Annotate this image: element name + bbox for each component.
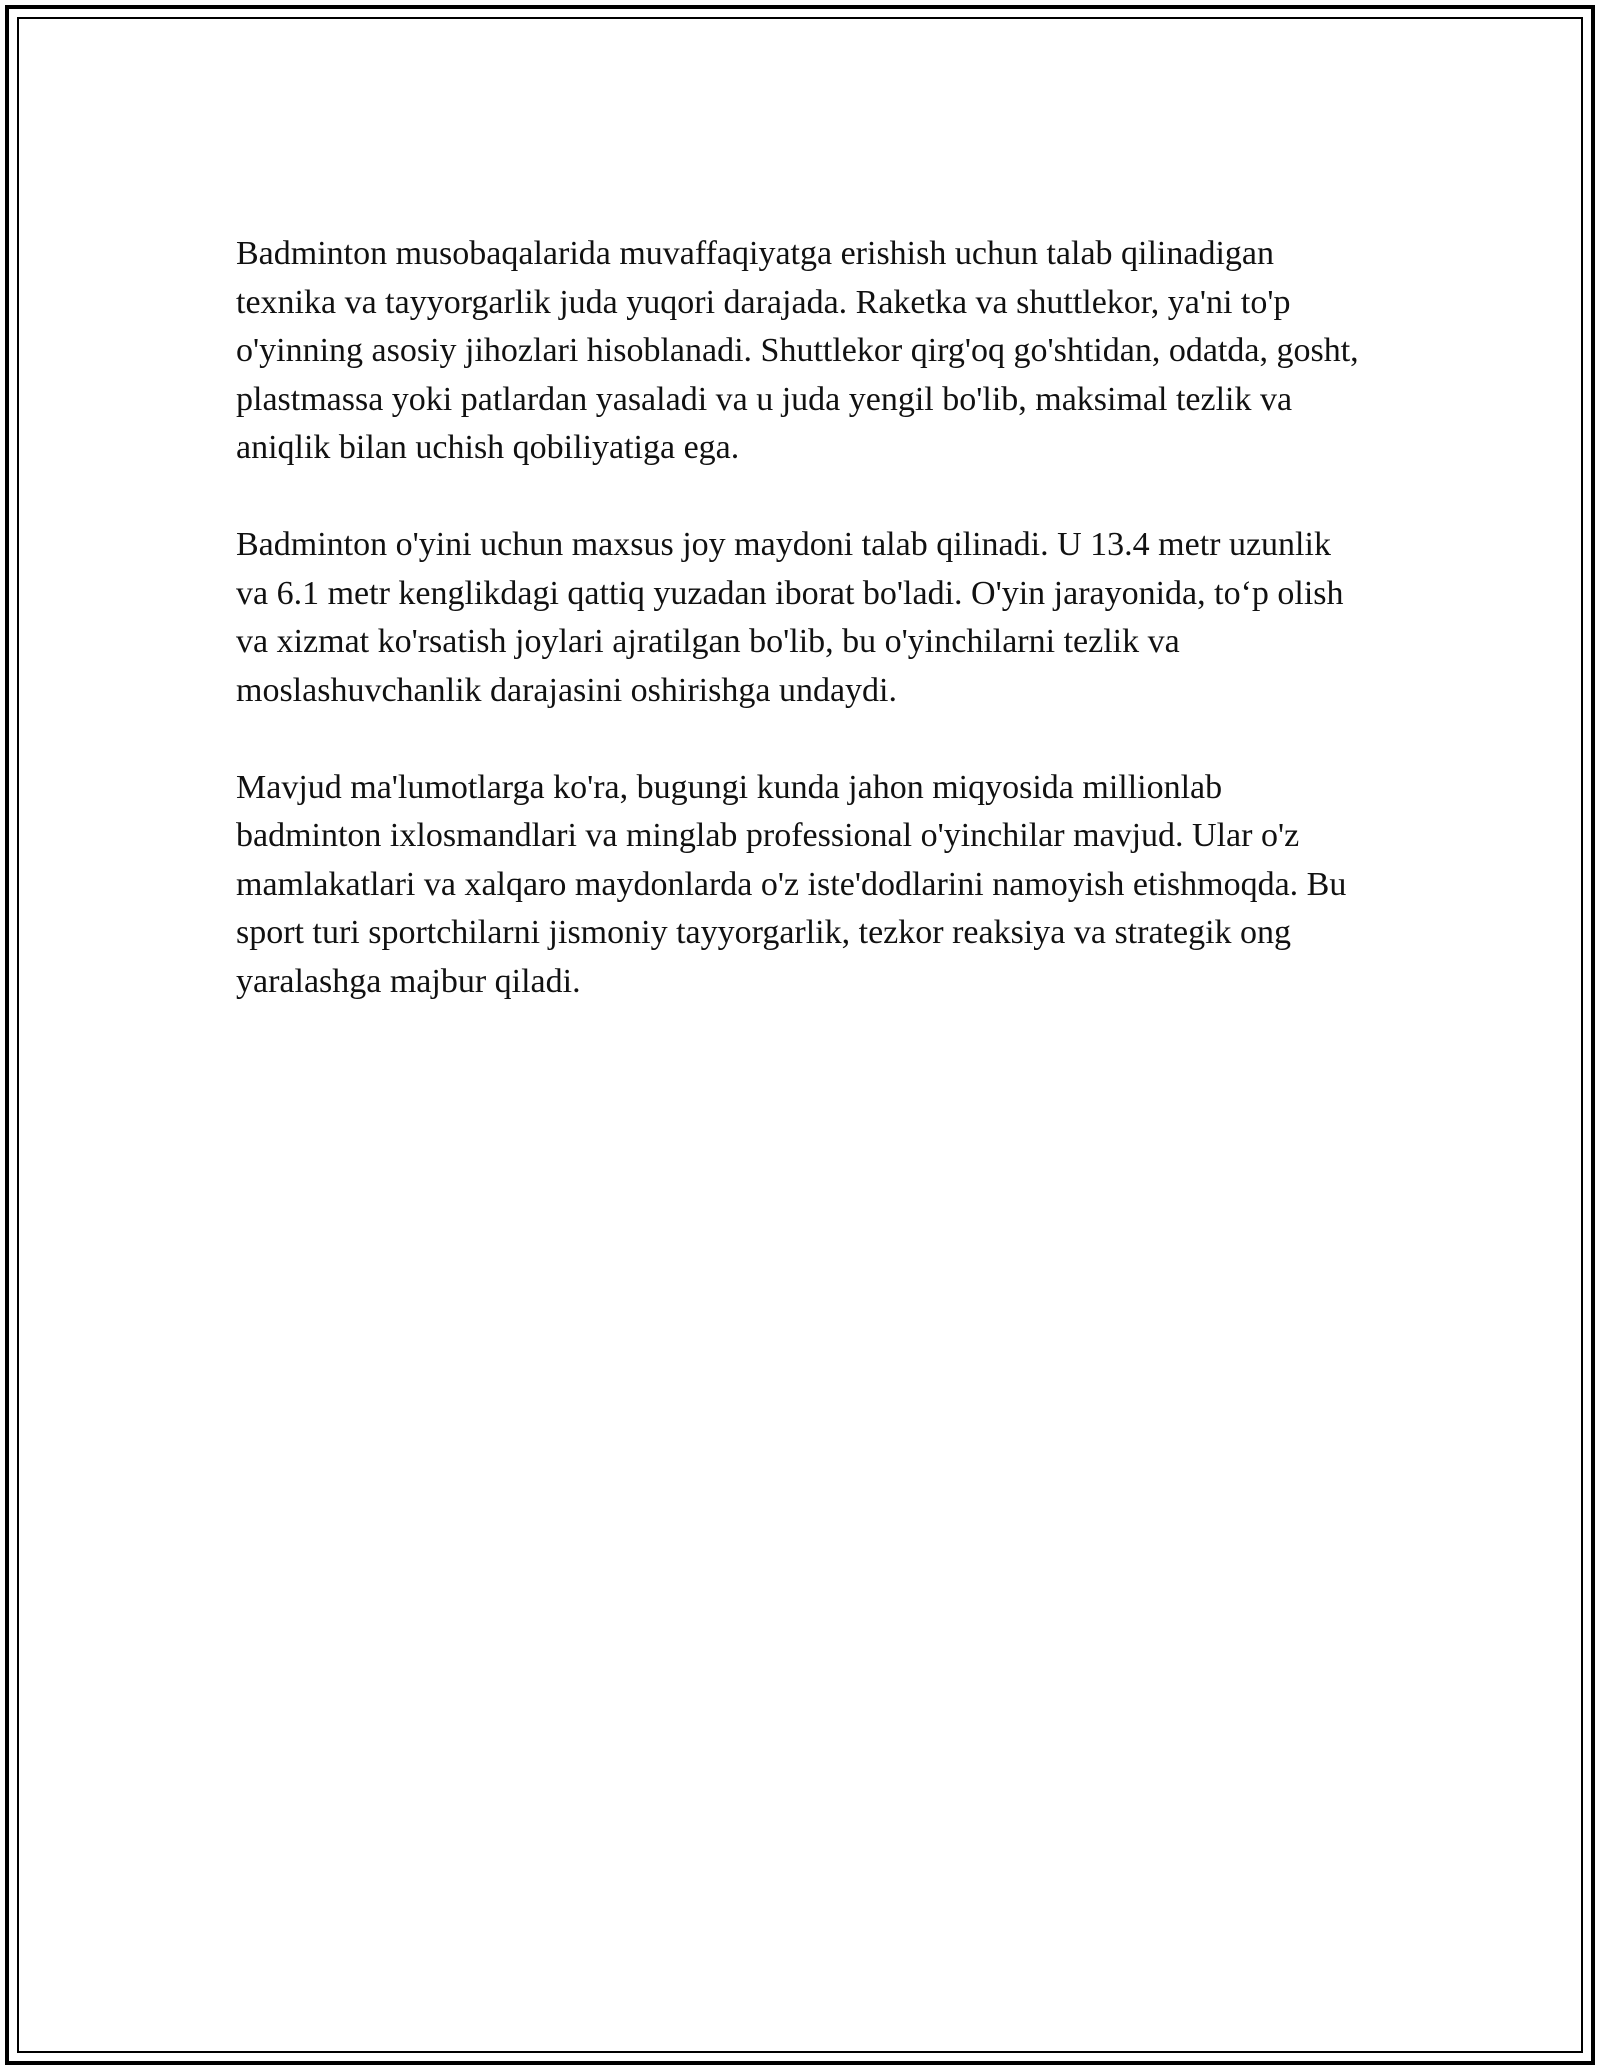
paragraph-3: Mavjud ma'lumotlarga ko'ra, bugungi kunda jahon miqyosida millionlab badminton ixlosmandlari va minglab professional o'yinchilar mavjud. Ular o'z mamlakatlari va xalqaro maydonlarda o'z iste'dodlarini namoyish etishmoqda. Bu sport turi sportchilarni jismoniy tayyorgarlik, tezkor reaksiya va strategik ong yaralashga majbur qiladi. — [236, 768, 1347, 1000]
paragraph-1: Badminton musobaqalarida muvaffaqiyatga erishish uchun talab qilinadigan texnika va tayyorgarlik juda yuqori darajada. Raketka va shuttlekor, ya'ni to'p o'yinning asosiy jihozlari hisoblanadi. Shuttlekor qirg'oq go'shtidan, odatda, gosht, plastmassa yoki patlardan yasaladi va u juda yengil bo'lib, maksimal tezlik va aniqlik bilan uchish qobiliyatiga ega. — [236, 235, 1359, 466]
document-body — [236, 230, 1366, 1055]
paragraph-2: Badminton o'yini uchun maxsus joy maydoni talab qilinadi. U 13.4 metr uzunlik va 6.1 metr kenglikdagi qattiq yuzadan iborat bo'ladi. O'yin jarayonida, to‘p olish va xizmat ko'rsatish joylari ajratilgan bo'lib, bu o'yinchilarni tezlik va moslashuvchanlik darajasini oshirishga undaydi. — [236, 526, 1344, 709]
